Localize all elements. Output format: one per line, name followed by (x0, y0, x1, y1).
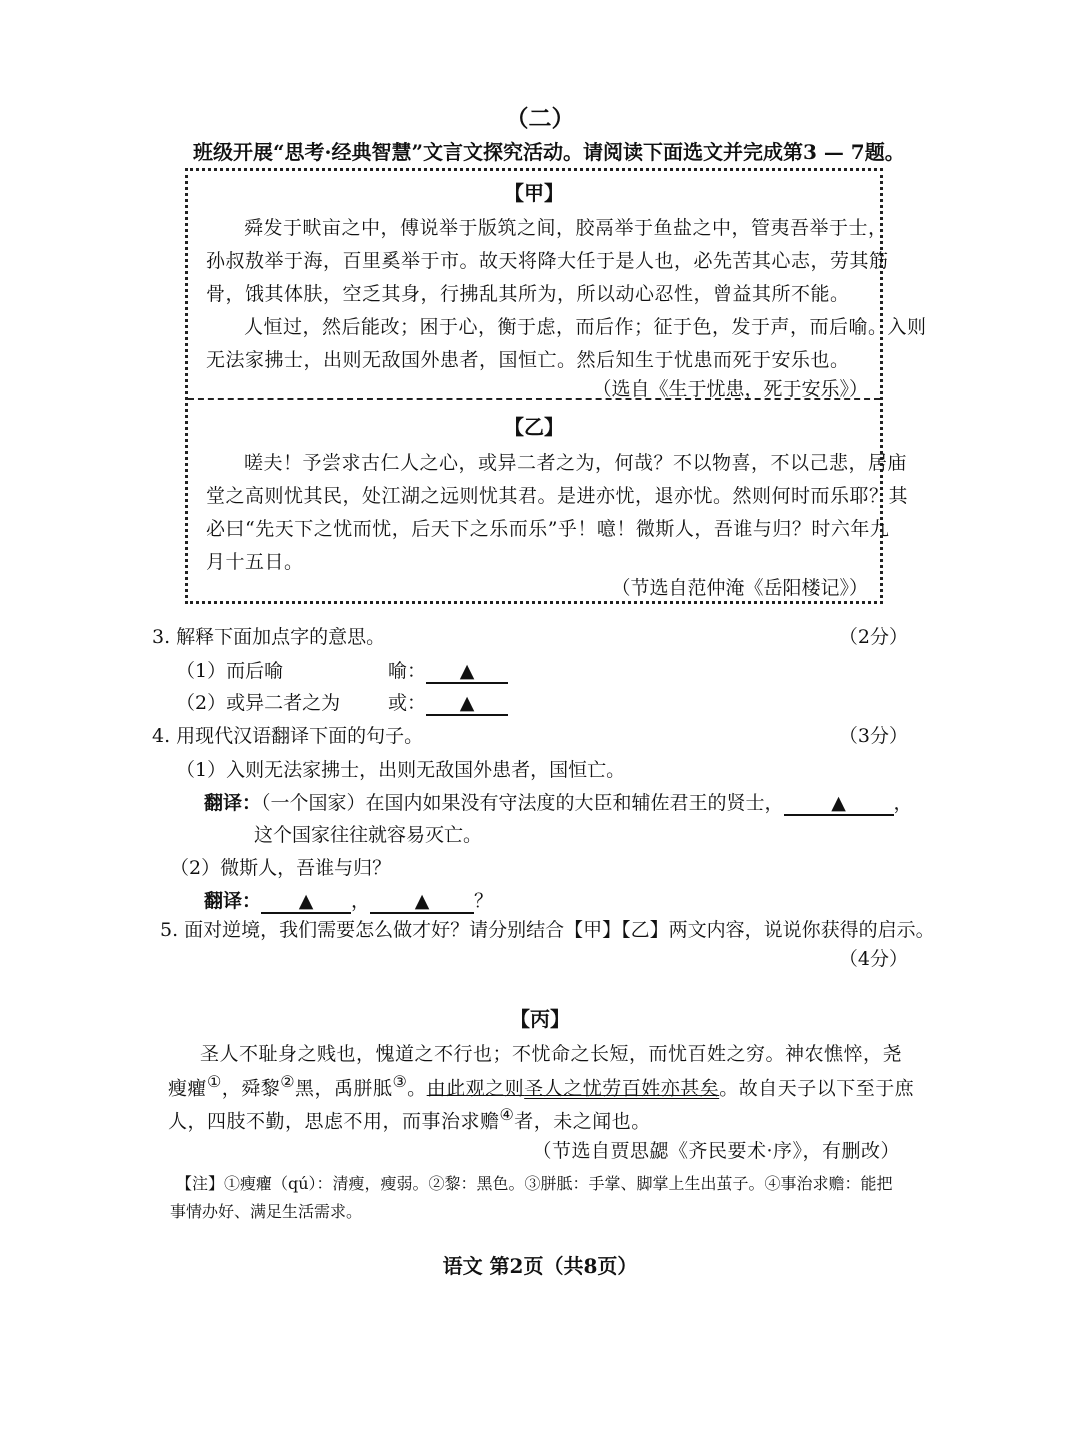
answer-blank[interactable]: ▲ (426, 660, 508, 684)
text: 。 (407, 1077, 427, 1100)
q5-stem: 5. 面对逆境，我们需要怎么做才好？请分别结合【甲】【乙】两文内容，说说你获得的启示。 (160, 919, 935, 941)
bing-line-1: 圣人不耻身之贱也，愧道之不行也；不忧命之长短，而忧百姓之穷。神农憔悴，尧 (200, 1043, 903, 1065)
answer-blank[interactable]: ▲ (784, 792, 894, 816)
text: 人，四肢不勤，思虑不用，而事治求赡 (168, 1110, 500, 1133)
q4-translation-2 (204, 886, 493, 914)
q4-translation-1 (204, 788, 913, 816)
text: 者，未之闻也。 (514, 1110, 651, 1133)
footnote-ref: ④ (499, 1105, 515, 1124)
yi-line-3: 必曰“先天下之忧而忧，后天下之乐而乐”乎！噫！微斯人，吾谁与归？时六年九 (206, 518, 890, 540)
passage-divider (188, 398, 880, 400)
q3-score: （2分） (838, 626, 908, 648)
text: ，舜黎 (221, 1077, 281, 1100)
q3-label-2: 或： (388, 692, 427, 714)
answer-blank[interactable]: ▲ (426, 692, 508, 716)
passage-box (185, 168, 927, 604)
passage-yi-head: 【乙】 (504, 415, 564, 439)
q3-item-1: （1）而后喻 (176, 660, 284, 682)
yi-source: （节选自范仲淹《岳阳楼记》） (611, 577, 868, 599)
translation-label: 翻译： (204, 792, 262, 814)
q4-stem: 4. 用现代汉语翻译下面的句子。 (152, 725, 424, 747)
q3-stem: 3. 解释下面加点字的意思。 (152, 626, 386, 648)
page-footer: 语文 第2页（共8页） (442, 1254, 638, 1278)
bing-line-3 (168, 1105, 651, 1133)
q3-answer-1 (388, 656, 508, 684)
yi-line-4: 月十五日。 (206, 551, 304, 573)
jia-line-5: 无法家拂士，出则无敌国外患者，国恒亡。然后知生于忧患而死于安乐也。 (206, 349, 850, 371)
punct: ？ (474, 890, 494, 912)
punct: ， (351, 890, 371, 912)
jia-source: （选自《生于忧患，死于安乐》） (592, 378, 868, 400)
text: 黑，禹胼胝 (294, 1077, 393, 1100)
yi-line-1: 嗟夫！予尝求古仁人之心，或异二者之为，何哉？不以物喜，不以己悲，居庙 (244, 452, 908, 474)
q4-translation-1-cont: 这个国家往往就容易灭亡。 (254, 824, 483, 846)
answer-blank[interactable]: ▲ (261, 890, 351, 914)
q4-item-1: （1）入则无法家拂士，出则无敌国外患者，国恒亡。 (176, 759, 626, 781)
underlined-text: 由此观之则 (426, 1077, 525, 1100)
q3-label-1: 喻： (388, 660, 427, 682)
q5-score: （4分） (838, 948, 908, 970)
jia-line-4: 人恒过，然后能改；困于心，衡于虑，而后作；征于色，发于声，而后喻。入则 (244, 316, 927, 338)
intro-text: 班级开展“思考·经典智慧”文言文探究活动。请阅读下面选文并完成第3 — 7题。 (193, 140, 905, 164)
footnote-ref: ② (280, 1072, 295, 1091)
q3-answer-2 (388, 688, 508, 716)
passage-jia-head: 【甲】 (504, 181, 564, 205)
answer-blank[interactable]: ▲ (370, 890, 474, 914)
underlined-text: 圣人之忧劳百姓亦甚矣 (524, 1077, 720, 1100)
q4-item-2: （2）微斯人，吾谁与归？ (170, 857, 392, 879)
bing-note-2: 事情办好、满足生活需求。 (170, 1202, 363, 1221)
text: 。故自天子以下至于庶 (719, 1077, 915, 1100)
text: 瘦癯 (168, 1077, 208, 1100)
bing-note-1: 【注】①瘦癯（qú）：清瘦，瘦弱。②黎：黑色。③胼胝：手掌、脚掌上生出茧子。④事治求赡：能把 (176, 1174, 893, 1193)
jia-line-3: 骨，饿其体肤，空乏其身，行拂乱其所为，所以动心忍性，曾益其所不能。 (206, 283, 850, 305)
q4-score: （3分） (838, 725, 908, 747)
punct: ， (893, 792, 913, 814)
yi-line-2: 堂之高则忧其民，处江湖之远则忧其君。是进亦忧，退亦忧。然则何时而乐耶？其 (206, 485, 909, 507)
q3-item-2: （2）或异二者之为 (176, 692, 341, 714)
bing-line-2 (168, 1072, 914, 1100)
bing-source: （节选自贾思勰《齐民要术·序》，有删改） (532, 1140, 900, 1162)
translation-label: 翻译： (204, 890, 262, 912)
jia-line-1: 舜发于畎亩之中，傅说举于版筑之间，胶鬲举于鱼盐之中，管夷吾举于士， (244, 217, 888, 239)
translation-text: （一个国家）在国内如果没有守法度的大臣和辅佐君王的贤士， (261, 792, 784, 814)
footnote-ref: ③ (392, 1072, 408, 1091)
jia-line-2: 孙叔敖举于海，百里奚举于市。故天将降大任于是人也，必先苦其心志，劳其筋 (206, 250, 889, 272)
footnote-ref: ① (207, 1072, 222, 1091)
section-title: （二） (505, 105, 575, 132)
passage-bing-head: 【丙】 (510, 1007, 570, 1031)
